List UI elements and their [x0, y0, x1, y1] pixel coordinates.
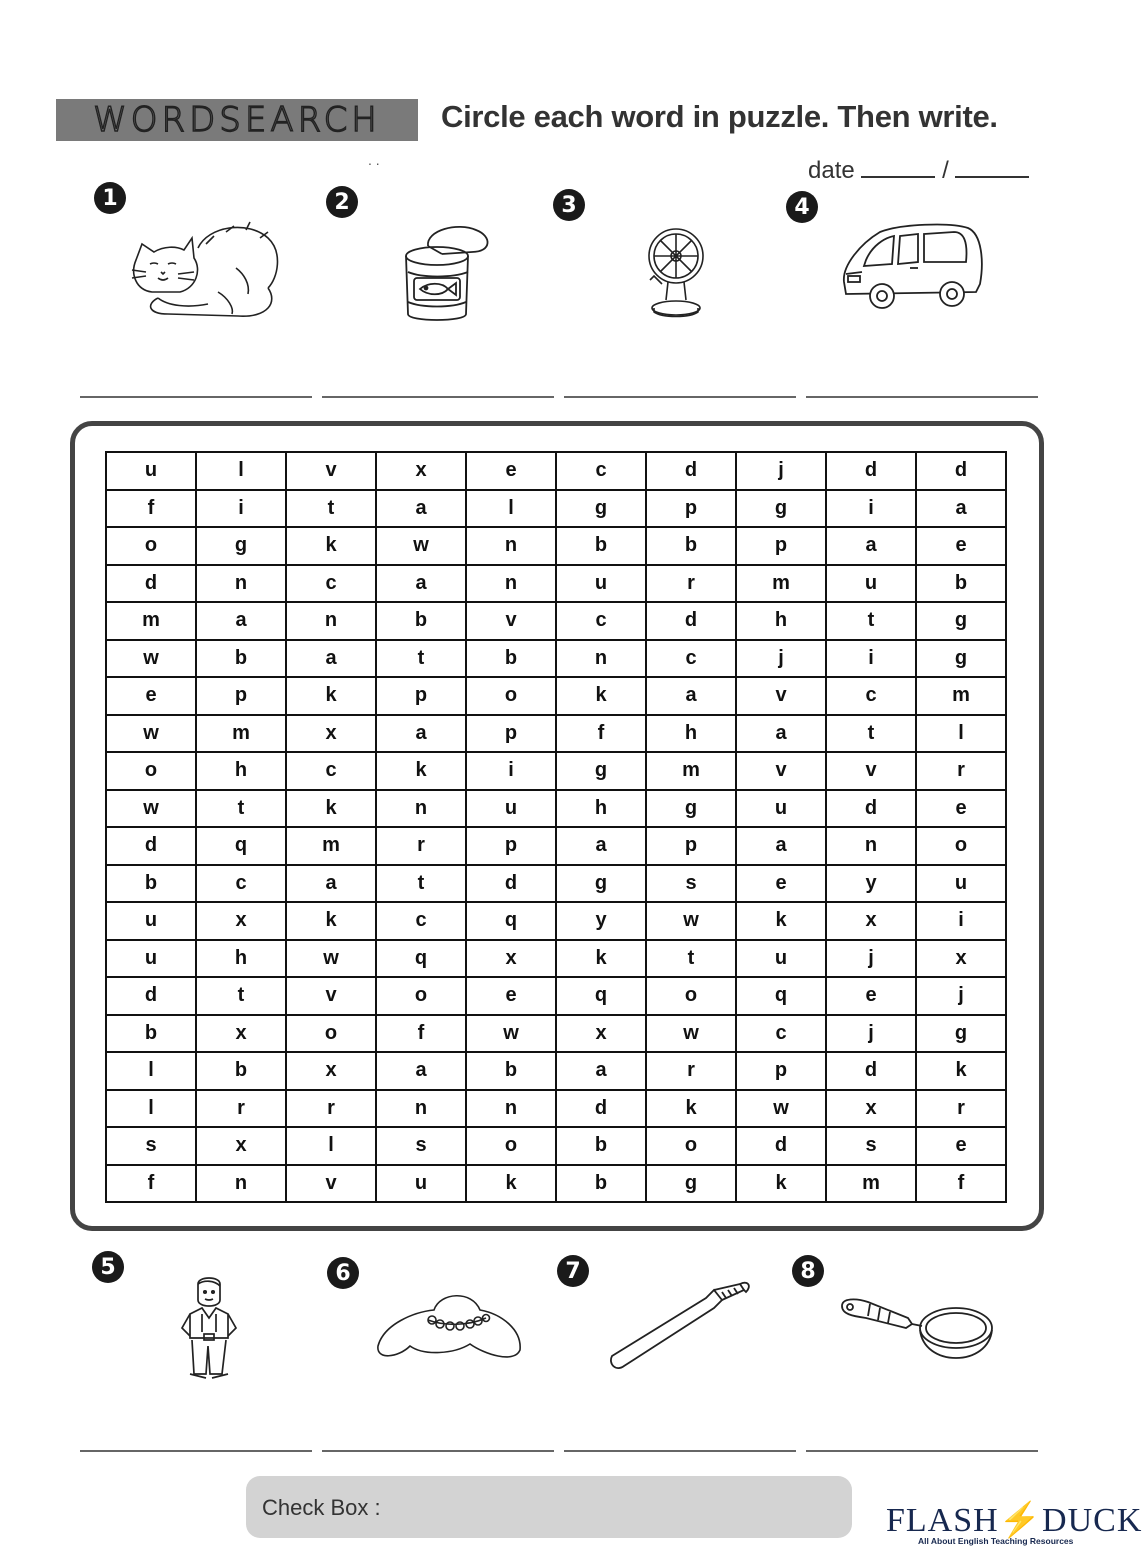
grid-row — [106, 527, 1006, 565]
grid-cell[interactable]: a — [556, 827, 646, 865]
grid-cell[interactable]: c — [376, 902, 466, 940]
grid-cell[interactable]: o — [106, 527, 196, 565]
grid-cell[interactable]: m — [736, 565, 826, 603]
grid-cell[interactable]: w — [466, 1015, 556, 1053]
answer-line-6[interactable] — [322, 1450, 554, 1452]
grid-cell[interactable]: d — [736, 1127, 826, 1165]
grid-cell[interactable]: t — [826, 715, 916, 753]
grid-row — [106, 940, 1006, 978]
grid-cell[interactable]: w — [376, 527, 466, 565]
answer-line-4[interactable] — [806, 396, 1038, 398]
number-badge-6: 6 — [327, 1257, 359, 1289]
grid-cell[interactable]: v — [286, 452, 376, 490]
date-field — [808, 157, 1029, 185]
date-separator: / — [942, 157, 949, 184]
grid-cell[interactable]: u — [556, 565, 646, 603]
grid-cell[interactable]: k — [736, 902, 826, 940]
grid-cell[interactable]: w — [286, 940, 376, 978]
grid-cell[interactable]: r — [646, 1052, 736, 1090]
flash-duck-logo — [886, 1500, 1142, 1550]
grid-cell[interactable]: g — [646, 790, 736, 828]
logo-wordmark: FLASH⚡DUCK — [886, 1502, 1142, 1539]
grid-cell[interactable]: w — [646, 902, 736, 940]
grid-cell[interactable]: u — [106, 902, 196, 940]
grid-cell[interactable]: c — [646, 640, 736, 678]
hat-icon — [374, 1284, 524, 1364]
grid-cell[interactable]: i — [916, 902, 1006, 940]
grid-cell[interactable]: a — [646, 677, 736, 715]
grid-cell[interactable]: b — [196, 1052, 286, 1090]
grid-cell[interactable]: p — [646, 490, 736, 528]
grid-cell[interactable]: g — [556, 752, 646, 790]
grid-cell[interactable]: v — [736, 752, 826, 790]
grid-cell[interactable]: i — [196, 490, 286, 528]
grid-cell[interactable]: t — [826, 602, 916, 640]
grid-cell[interactable]: t — [196, 977, 286, 1015]
grid-cell[interactable]: b — [556, 527, 646, 565]
grid-cell[interactable]: a — [376, 490, 466, 528]
grid-cell[interactable]: a — [826, 527, 916, 565]
grid-row — [106, 752, 1006, 790]
grid-cell[interactable]: n — [826, 827, 916, 865]
grid-cell[interactable]: g — [916, 602, 1006, 640]
grid-cell[interactable]: f — [376, 1015, 466, 1053]
grid-cell[interactable]: l — [196, 452, 286, 490]
grid-cell[interactable]: e — [466, 452, 556, 490]
grid-cell[interactable]: i — [466, 752, 556, 790]
grid-cell[interactable]: w — [106, 640, 196, 678]
grid-cell[interactable]: n — [196, 565, 286, 603]
grid-cell[interactable]: a — [736, 715, 826, 753]
grid-row — [106, 1127, 1006, 1165]
answer-line-7[interactable] — [564, 1450, 796, 1452]
grid-cell[interactable]: a — [286, 640, 376, 678]
grid-cell[interactable]: m — [646, 752, 736, 790]
grid-cell[interactable]: h — [196, 752, 286, 790]
grid-cell[interactable]: h — [736, 602, 826, 640]
grid-cell[interactable]: g — [196, 527, 286, 565]
man-icon — [176, 1274, 242, 1386]
grid-cell[interactable]: o — [376, 977, 466, 1015]
grid-cell[interactable]: q — [376, 940, 466, 978]
grid-cell[interactable]: b — [916, 565, 1006, 603]
grid-cell[interactable]: o — [466, 677, 556, 715]
grid-row — [106, 827, 1006, 865]
date-blank-2[interactable] — [955, 162, 1029, 178]
grid-cell[interactable]: j — [916, 977, 1006, 1015]
stray-dots: . . — [368, 152, 380, 168]
grid-cell[interactable]: w — [646, 1015, 736, 1053]
grid-cell[interactable]: r — [376, 827, 466, 865]
grid-cell[interactable]: p — [736, 527, 826, 565]
grid-cell[interactable]: c — [736, 1015, 826, 1053]
grid-row — [106, 715, 1006, 753]
grid-cell[interactable]: a — [556, 1052, 646, 1090]
grid-cell[interactable]: n — [376, 790, 466, 828]
grid-cell[interactable]: l — [466, 490, 556, 528]
answer-line-3[interactable] — [564, 396, 796, 398]
grid-cell[interactable]: p — [466, 827, 556, 865]
wordsearch-title-banner — [56, 99, 418, 141]
grid-cell[interactable]: r — [286, 1090, 376, 1128]
grid-cell[interactable]: p — [466, 715, 556, 753]
grid-cell[interactable]: x — [196, 1127, 286, 1165]
grid-row — [106, 790, 1006, 828]
grid-row — [106, 452, 1006, 490]
pan-icon — [838, 1296, 994, 1366]
can-icon — [402, 222, 492, 324]
cat-icon — [128, 218, 284, 322]
wordsearch-title: WORDSEARCH — [93, 100, 381, 140]
grid-cell[interactable]: g — [556, 865, 646, 903]
logo-tagline: All About English Teaching Resources — [918, 1536, 1074, 1546]
grid-cell[interactable]: b — [106, 865, 196, 903]
grid-cell[interactable]: m — [916, 677, 1006, 715]
grid-cell[interactable]: v — [286, 1165, 376, 1203]
grid-row — [106, 602, 1006, 640]
grid-cell[interactable]: y — [556, 902, 646, 940]
grid-cell[interactable]: k — [556, 940, 646, 978]
grid-cell[interactable]: d — [466, 865, 556, 903]
grid-cell[interactable]: e — [106, 677, 196, 715]
grid-cell[interactable]: r — [916, 752, 1006, 790]
grid-cell[interactable]: c — [286, 565, 376, 603]
grid-cell[interactable]: t — [286, 490, 376, 528]
grid-cell[interactable]: x — [196, 902, 286, 940]
grid-cell[interactable]: d — [916, 452, 1006, 490]
grid-cell[interactable]: a — [196, 602, 286, 640]
grid-cell[interactable]: v — [466, 602, 556, 640]
grid-cell[interactable]: c — [556, 602, 646, 640]
grid-cell[interactable]: s — [826, 1127, 916, 1165]
grid-cell[interactable]: d — [826, 452, 916, 490]
instruction-text: Circle each word in puzzle. Then write. — [441, 99, 998, 134]
grid-cell[interactable]: o — [286, 1015, 376, 1053]
grid-cell[interactable]: n — [466, 527, 556, 565]
grid-cell[interactable]: x — [376, 452, 466, 490]
grid-cell[interactable]: t — [376, 640, 466, 678]
grid-cell[interactable]: d — [826, 1052, 916, 1090]
grid-cell[interactable]: l — [286, 1127, 376, 1165]
number-badge-8: 8 — [792, 1255, 824, 1287]
grid-cell[interactable]: u — [916, 865, 1006, 903]
grid-cell[interactable]: g — [736, 490, 826, 528]
grid-cell[interactable]: h — [556, 790, 646, 828]
grid-cell[interactable]: o — [916, 827, 1006, 865]
letter-grid — [105, 451, 1007, 1203]
grid-cell[interactable]: l — [106, 1052, 196, 1090]
grid-cell[interactable]: b — [466, 1052, 556, 1090]
number-badge-1: 1 — [94, 182, 126, 214]
grid-cell[interactable]: e — [916, 1127, 1006, 1165]
grid-cell[interactable]: x — [916, 940, 1006, 978]
grid-cell[interactable]: k — [736, 1165, 826, 1203]
grid-cell[interactable]: d — [646, 452, 736, 490]
grid-cell[interactable]: u — [376, 1165, 466, 1203]
grid-cell[interactable]: t — [196, 790, 286, 828]
grid-cell[interactable]: v — [286, 977, 376, 1015]
grid-cell[interactable]: k — [916, 1052, 1006, 1090]
grid-cell[interactable]: x — [196, 1015, 286, 1053]
grid-cell[interactable]: k — [286, 527, 376, 565]
grid-cell[interactable]: l — [106, 1090, 196, 1128]
grid-row — [106, 677, 1006, 715]
grid-cell[interactable]: m — [826, 1165, 916, 1203]
grid-cell[interactable]: e — [466, 977, 556, 1015]
grid-cell[interactable]: e — [916, 527, 1006, 565]
grid-cell[interactable]: u — [106, 940, 196, 978]
answer-line-1[interactable] — [80, 396, 312, 398]
grid-cell[interactable]: a — [376, 715, 466, 753]
grid-cell[interactable]: p — [736, 1052, 826, 1090]
grid-cell[interactable]: q — [196, 827, 286, 865]
fan-icon — [642, 226, 708, 318]
grid-cell[interactable]: d — [106, 827, 196, 865]
answer-line-5[interactable] — [80, 1450, 312, 1452]
grid-cell[interactable]: u — [466, 790, 556, 828]
check-box[interactable] — [246, 1476, 852, 1538]
number-badge-4: 4 — [786, 191, 818, 223]
grid-cell[interactable]: w — [106, 715, 196, 753]
grid-cell[interactable]: b — [106, 1015, 196, 1053]
grid-cell[interactable]: h — [196, 940, 286, 978]
grid-row — [106, 565, 1006, 603]
grid-cell[interactable]: d — [646, 602, 736, 640]
grid-row — [106, 1052, 1006, 1090]
grid-row — [106, 865, 1006, 903]
grid-cell[interactable]: e — [826, 977, 916, 1015]
grid-cell[interactable]: w — [736, 1090, 826, 1128]
grid-cell[interactable]: w — [106, 790, 196, 828]
grid-cell[interactable]: o — [466, 1127, 556, 1165]
grid-cell[interactable]: i — [826, 490, 916, 528]
grid-row — [106, 1015, 1006, 1053]
grid-cell[interactable]: a — [286, 865, 376, 903]
grid-cell[interactable]: c — [196, 865, 286, 903]
grid-cell[interactable]: a — [376, 565, 466, 603]
grid-row — [106, 902, 1006, 940]
number-badge-5: 5 — [92, 1251, 124, 1283]
grid-cell[interactable]: x — [826, 1090, 916, 1128]
grid-cell[interactable]: l — [916, 715, 1006, 753]
grid-cell[interactable]: r — [646, 565, 736, 603]
grid-cell[interactable]: e — [736, 865, 826, 903]
grid-cell[interactable]: c — [286, 752, 376, 790]
grid-cell[interactable]: b — [556, 1165, 646, 1203]
grid-cell[interactable]: j — [736, 640, 826, 678]
grid-cell[interactable]: f — [106, 1165, 196, 1203]
grid-cell[interactable]: p — [196, 677, 286, 715]
grid-cell[interactable]: g — [916, 640, 1006, 678]
bat-icon — [606, 1278, 754, 1372]
grid-cell[interactable]: o — [646, 977, 736, 1015]
grid-cell[interactable]: p — [646, 827, 736, 865]
grid-cell[interactable]: x — [466, 940, 556, 978]
grid-cell[interactable]: m — [106, 602, 196, 640]
grid-cell[interactable]: q — [736, 977, 826, 1015]
grid-row — [106, 977, 1006, 1015]
grid-cell[interactable]: d — [106, 977, 196, 1015]
grid-cell[interactable]: t — [646, 940, 736, 978]
answer-line-2[interactable] — [322, 396, 554, 398]
grid-cell[interactable]: f — [916, 1165, 1006, 1203]
grid-cell[interactable]: i — [826, 640, 916, 678]
number-badge-3: 3 — [553, 189, 585, 221]
grid-cell[interactable]: k — [556, 677, 646, 715]
grid-cell[interactable]: c — [826, 677, 916, 715]
grid-cell[interactable]: m — [196, 715, 286, 753]
grid-cell[interactable]: n — [376, 1090, 466, 1128]
grid-cell[interactable]: n — [556, 640, 646, 678]
grid-cell[interactable]: y — [826, 865, 916, 903]
grid-cell[interactable]: b — [376, 602, 466, 640]
grid-cell[interactable]: u — [826, 565, 916, 603]
grid-cell[interactable]: v — [826, 752, 916, 790]
number-badge-7: 7 — [557, 1255, 589, 1287]
grid-cell[interactable]: f — [556, 715, 646, 753]
grid-cell[interactable]: c — [556, 452, 646, 490]
grid-cell[interactable]: g — [916, 1015, 1006, 1053]
grid-cell[interactable]: q — [556, 977, 646, 1015]
grid-cell[interactable]: u — [736, 790, 826, 828]
grid-row — [106, 1165, 1006, 1203]
answer-line-8[interactable] — [806, 1450, 1038, 1452]
grid-cell[interactable]: k — [646, 1090, 736, 1128]
grid-cell[interactable]: k — [376, 752, 466, 790]
grid-cell[interactable]: n — [196, 1165, 286, 1203]
grid-cell[interactable]: h — [646, 715, 736, 753]
grid-row — [106, 640, 1006, 678]
grid-cell[interactable]: d — [556, 1090, 646, 1128]
grid-cell[interactable]: r — [916, 1090, 1006, 1128]
grid-row — [106, 1090, 1006, 1128]
grid-cell[interactable]: a — [736, 827, 826, 865]
grid-cell[interactable]: q — [466, 902, 556, 940]
date-label: date — [808, 157, 855, 184]
grid-cell[interactable]: v — [736, 677, 826, 715]
grid-cell[interactable]: b — [466, 640, 556, 678]
grid-cell[interactable]: t — [376, 865, 466, 903]
grid-cell[interactable]: b — [196, 640, 286, 678]
grid-cell[interactable]: x — [286, 715, 376, 753]
grid-cell[interactable]: k — [466, 1165, 556, 1203]
grid-cell[interactable]: s — [646, 865, 736, 903]
grid-cell[interactable]: k — [286, 790, 376, 828]
grid-cell[interactable]: d — [826, 790, 916, 828]
lightning-icon: ⚡ — [998, 1502, 1043, 1539]
grid-cell[interactable]: p — [376, 677, 466, 715]
grid-cell[interactable]: n — [466, 1090, 556, 1128]
van-icon — [840, 222, 984, 314]
grid-row — [106, 490, 1006, 528]
grid-cell[interactable]: g — [556, 490, 646, 528]
grid-cell[interactable]: n — [286, 602, 376, 640]
grid-cell[interactable]: j — [826, 1015, 916, 1053]
grid-cell[interactable]: k — [286, 902, 376, 940]
grid-cell[interactable]: n — [466, 565, 556, 603]
grid-cell[interactable]: j — [736, 452, 826, 490]
grid-cell[interactable]: g — [646, 1165, 736, 1203]
grid-cell[interactable]: x — [556, 1015, 646, 1053]
grid-cell[interactable]: u — [736, 940, 826, 978]
check-box-label: Check Box : — [262, 1495, 381, 1520]
grid-cell[interactable]: b — [646, 527, 736, 565]
number-badge-2: 2 — [326, 186, 358, 218]
grid-cell[interactable]: x — [826, 902, 916, 940]
grid-cell[interactable]: f — [106, 490, 196, 528]
grid-cell[interactable]: a — [916, 490, 1006, 528]
grid-cell[interactable]: k — [286, 677, 376, 715]
grid-cell[interactable]: o — [106, 752, 196, 790]
grid-cell[interactable]: u — [106, 452, 196, 490]
grid-cell[interactable]: r — [196, 1090, 286, 1128]
grid-cell[interactable]: j — [826, 940, 916, 978]
date-blank-1[interactable] — [861, 162, 935, 178]
grid-cell[interactable]: m — [286, 827, 376, 865]
grid-cell[interactable]: s — [376, 1127, 466, 1165]
grid-cell[interactable]: a — [376, 1052, 466, 1090]
grid-cell[interactable]: b — [556, 1127, 646, 1165]
grid-cell[interactable]: o — [646, 1127, 736, 1165]
grid-cell[interactable]: d — [106, 565, 196, 603]
grid-cell[interactable]: s — [106, 1127, 196, 1165]
grid-cell[interactable]: x — [286, 1052, 376, 1090]
grid-cell[interactable]: e — [916, 790, 1006, 828]
